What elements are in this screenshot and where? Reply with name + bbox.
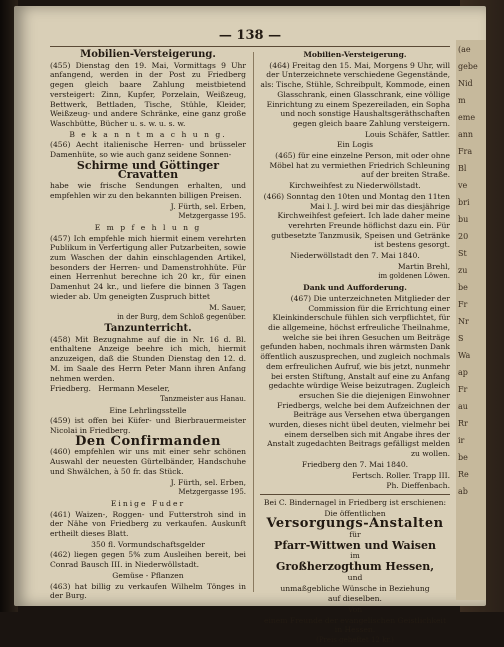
pub-subtitle: unmaßgebliche Wünsche in Beziehung (280, 583, 430, 593)
edge-fragment: be (458, 283, 468, 292)
ad-456-text: (456) Aecht italienische Herren- und brüsseler Damenhüte, so wie auch ganz seidene Sonnen- (50, 140, 246, 160)
ad-464: (464) Freitag den 15. Mai, Morgens 9 Uhr, will der Unterzeichnete verschiedene Gegenstände, als: Tische, Stühle, Schreibpult, Kommode, einen Glasschrank, einen Glasschrank, eine völlige Einrichtung zu einem Spezereiladen, ein Sopha und noch sonstige Haushaltsgeräthschaften gegen gleich baare Zahlung versteigern. (260, 60, 450, 128)
pub-connector: Von (347, 604, 363, 614)
ad-459: (459) ist offen bei Küfer- und Bierbrauermeister Nicolai in Friedberg. (50, 416, 246, 436)
ad-heading: 350 fl. Vormundschaftsgelder (91, 539, 205, 549)
ad-heading: Gemüse - Pflanzen (112, 570, 184, 580)
edge-fragment: (ae (458, 45, 471, 54)
signature-line (50, 384, 246, 394)
edge-fragment: ap (458, 368, 468, 377)
edge-fragment: ir (458, 436, 465, 445)
edge-fragment: Fr (458, 300, 468, 309)
edge-fragment: zu (458, 266, 468, 275)
edge-fragment: be (458, 453, 468, 462)
column-divider (253, 52, 254, 592)
place: Friedberg. (50, 384, 91, 394)
ad-461: (461) Waizen-, Roggen- und Futterstroh sind in der Nähe von Friedberg zu verkaufen. Auskunft ertheilt dieses Blatt. (50, 509, 246, 539)
ad-467: (467) Die unterzeichneten Mitglieder der Commission für die Errichtung einer Kleinkinderschule fühlen sich verpflichtet, für die allgemeine, höchst erfreuliche Theilnahme, welche sie bei ihren Gesuchen um Beiträge gefunden haben, nochmals ihren wärmsten Dank öffentlich auszusprechen, und zugleich nochmals dem erfreulichen Aufruf, wie bis jetzt, nunmehr bei ersten Stiftung, Anstalt auf eine zu Anfang gedachte würdige Weise beizutragen. Zugleich ersuchen Sie die diejenigen Einwohner Friedbergs, welche bei dem Aufzeichnen der Beiträge aus Versehen etwa übergangen wurden, dieses nicht übel deuten, vielmehr bei einem derselben sich mit Angabe ihres der Anstalt zugedachten Beitrags gefälligst melden zu wollen. (260, 293, 450, 459)
pub-lead: Die öffentlichen (324, 508, 386, 518)
ad-462: (462) liegen gegen 5% zum Ausleihen bereit, bei Conrad Bausch III. in Niederwöllstadt. (50, 550, 246, 570)
ad-title: Dank und Aufforderung. (303, 283, 407, 293)
edge-fragment: Fra (458, 147, 473, 156)
ad-title: Tanzunterricht. (104, 322, 192, 334)
address: in der Burg, dem Schloß gegenüber. (117, 313, 246, 322)
edge-fragment: bri (458, 198, 470, 207)
ad-title: Mobilien-Versteigerung. (303, 50, 407, 59)
ad-headline: Den Confirmanden (75, 433, 221, 449)
ad-458: (458) Mit Bezugnahme auf die in Nr. 16 d. Bl. enthaltene Anzeige beehre ich mich, hiermit anzuzeigen, daß die Stunden Dienstag den 12. d. M. im Saale des Herrn Peter Mann ihren Anfang nehmen werden. (50, 334, 246, 383)
signature: Hermann Meseler, (98, 384, 170, 394)
ad-heading: Kirchweihfest zu Niederwöllstadt. (289, 181, 421, 191)
ad-466: (466) Sonntag den 10ten und Montag den 11ten Mai l. J. wird bei mir das diesjährige Kirchweihfest gefeiert. Ich lade daher meine verehrten Freunde höflichst dazu ein. Für gutbesetzte Tanzmusik, Speisen und Getränke ist bestens gesorgt. (263, 191, 450, 250)
signature: Martin Brehl, (397, 261, 450, 271)
edge-fragment: S (458, 334, 464, 343)
pub-price: (Preis geheftet 12 kr.) (316, 636, 394, 645)
signature: M. Sauer, (209, 302, 246, 312)
place: Friedberg den 7. Mai 1840. (301, 459, 409, 469)
pub-author: einem Freunde der evangelischen Geistlichkeit in Hessen. (263, 615, 447, 635)
signature: Fertsch. Roller. Trapp III. (352, 470, 450, 480)
signature: J. Fürth, sel. Erben, (170, 201, 246, 211)
edge-fragment: Rr (458, 419, 468, 428)
signature: J. Fürth, sel. Erben, (170, 477, 246, 487)
edge-fragment: ve (458, 181, 468, 190)
ad-heading: B e k a n n t m a c h u n g. (69, 129, 227, 139)
edge-fragment: Bl (458, 164, 467, 173)
section-rule (260, 494, 450, 495)
ad-455: (455) Dienstag den 19. Mai, Vormittags 9 Uhr anfangend, werden in der Post zu Friedberg gegen gleich baare Zahlung meistbietend versteigert: Zinn, Kupfer, Porzelain, Weißzeug, Bettwerk, Bettladen, Tische, Stühle, Kleider, Weißzeug- und andere Schränke, eine ganz große Waschbütte, Bücher u. s. w. u. s. w. (50, 60, 246, 128)
publisher-line: Bei C. Bindernagel in Friedberg ist erschienen: (263, 497, 447, 507)
edge-fragment: eme (458, 113, 476, 122)
ad-heading: Einige Fuder (110, 498, 186, 508)
signature: Ph. Dieffenbach. (386, 481, 450, 491)
edge-fragment: m (458, 96, 466, 105)
address: Metzgergasse 195. (178, 488, 246, 497)
edge-fragment: Nr (458, 317, 469, 326)
right-column (260, 50, 450, 647)
edge-fragment: Wa (458, 351, 471, 360)
edge-fragment: St (458, 249, 467, 258)
edge-fragment: ab (458, 487, 468, 496)
pub-connector: im (350, 551, 360, 561)
address: Metzgergasse 195. (178, 212, 246, 221)
ad-heading: Eine Lehrlingsstelle (109, 405, 187, 415)
newspaper-page (14, 6, 486, 645)
ad-463: (463) hat billig zu verkaufen Wilhelm Tönges in der Burg. (50, 581, 246, 601)
page-number: — 138 — (218, 28, 282, 43)
edge-fragment: Nid (458, 79, 473, 88)
role: Tanzmeister aus Hanau. (160, 394, 246, 403)
edge-fragment: 20 (458, 232, 469, 241)
ad-heading: E m p f e h l u n g (94, 222, 202, 232)
pub-connector: und (347, 572, 363, 582)
ad-465: (465) für eine einzelne Person, mit oder ohne Möbel hat zu vermiethen Friedrich Schleuning auf der breiten Straße. (269, 151, 450, 180)
pub-connector: für (349, 530, 361, 540)
pub-title: Versorgungs-Anstalten (266, 516, 444, 532)
edge-fragment: ann (458, 130, 474, 139)
edge-fragment: gebe (458, 62, 478, 71)
ad-456-headline: Schirme und Göttinger Cravatten (76, 158, 220, 182)
ad-title: Mobilien-Versteigerung. (80, 49, 216, 60)
header-rule (50, 46, 450, 47)
ad-457: (457) Ich empfehle mich hiermit einem verehrten Publikum in Verfertigung aller Putzarbeiten, sowie zum Waschen der dahin einschlagenden Artikel, besonders der Herren- und Damenstrohhüte. Für einen Herrenhut berechne ich 20 kr., für einen Damenhut 24 kr., und liefere die binnen 3 Tagen wieder ab. Um geneigten Zuspruch bittet (50, 233, 246, 301)
ad-456-text-2: habe wie frische Sendungen erhalten, und empfehlen wir zu den bekannten billigen Preisen. (50, 181, 246, 200)
place: Niederwöllstadt den 7. Mai 1840. (290, 251, 420, 261)
pub-subtitle: auf dieselben. (328, 594, 382, 604)
pub-title: Großherzogthum Hessen, (275, 560, 435, 574)
edge-fragment: bu (458, 215, 469, 224)
edge-fragment: Re (458, 470, 469, 479)
ad-460: (460) empfehlen wir uns mit einer sehr schönen Auswahl der neuesten Gürtelbänder, Handschuhe und Shwälchen, à 50 fr. das Stück. (50, 447, 246, 476)
next-page-edge (456, 40, 486, 600)
address: im goldenen Löwen. (378, 272, 450, 281)
ad-heading: Ein Logis (336, 140, 374, 150)
edge-fragment: au (458, 402, 468, 411)
pub-title: Pfarr-Wittwen und Waisen (274, 538, 436, 552)
signature: Louis Schäfer, Sattler. (364, 129, 450, 139)
edge-fragment: Fr (458, 385, 468, 394)
left-column (50, 50, 246, 602)
